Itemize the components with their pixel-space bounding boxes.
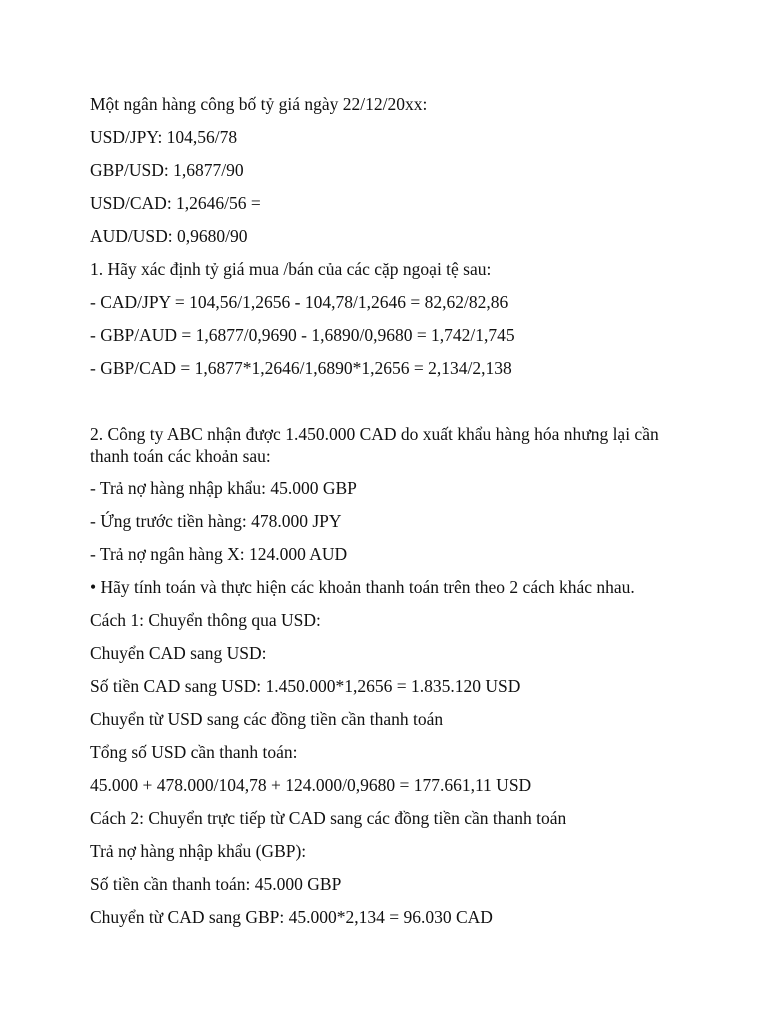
question-2: 2. Công ty ABC nhận được 1.450.000 CAD do xuất khẩu hàng hóa nhưng lại cần thanh toán các khoản sau: xyxy=(90,424,659,466)
rate-usd-cad: USD/CAD: 1,2646/56 = xyxy=(90,193,261,213)
method-1-heading: Cách 1: Chuyển thông qua USD: xyxy=(90,610,321,630)
method-2-gbp-amount: Số tiền cần thanh toán: 45.000 GBP xyxy=(90,874,342,894)
task-bullet: • Hãy tính toán và thực hiện các khoản thanh toán trên theo 2 cách khác nhau. xyxy=(90,577,635,597)
method-1-usd-to-targets: Chuyển từ USD sang các đồng tiền cần thanh toán xyxy=(90,709,444,729)
answer-cad-jpy: - CAD/JPY = 104,56/1,2656 - 104,78/1,2646 = 82,62/82,86 xyxy=(90,292,509,312)
method-2-heading: Cách 2: Chuyển trực tiếp từ CAD sang các đồng tiền cần thanh toán xyxy=(90,808,567,828)
payment-gbp: - Trả nợ hàng nhập khẩu: 45.000 GBP xyxy=(90,478,357,498)
answer-gbp-aud: - GBP/AUD = 1,6877/0,9690 - 1,6890/0,9680 = 1,742/1,745 xyxy=(90,325,515,345)
method-1-total-heading: Tổng số USD cần thanh toán: xyxy=(90,742,298,762)
answer-gbp-cad: - GBP/CAD = 1,6877*1,2646/1,6890*1,2656 = 2,134/2,138 xyxy=(90,358,512,378)
method-1-cad-to-usd: Số tiền CAD sang USD: 1.450.000*1,2656 = 1.835.120 USD xyxy=(90,676,521,696)
rate-gbp-usd: GBP/USD: 1,6877/90 xyxy=(90,160,244,180)
rate-aud-usd: AUD/USD: 0,9680/90 xyxy=(90,226,248,246)
method-1-total-formula: 45.000 + 478.000/104,78 + 124.000/0,9680 = 177.661,11 USD xyxy=(90,775,532,795)
intro-line: Một ngân hàng công bố tỷ giá ngày 22/12/20xx: xyxy=(90,94,428,114)
rate-usd-jpy: USD/JPY: 104,56/78 xyxy=(90,127,238,147)
payment-jpy: - Ứng trước tiền hàng: 478.000 JPY xyxy=(90,511,342,531)
method-2-cad-to-gbp: Chuyển từ CAD sang GBP: 45.000*2,134 = 96.030 CAD xyxy=(90,907,493,927)
method-2-gbp-heading: Trả nợ hàng nhập khẩu (GBP): xyxy=(90,841,307,861)
payment-aud: - Trả nợ ngân hàng X: 124.000 AUD xyxy=(90,544,348,564)
method-1-step: Chuyển CAD sang USD: xyxy=(90,643,267,663)
question-1: 1. Hãy xác định tỷ giá mua /bán của các cặp ngoại tệ sau: xyxy=(90,259,492,279)
